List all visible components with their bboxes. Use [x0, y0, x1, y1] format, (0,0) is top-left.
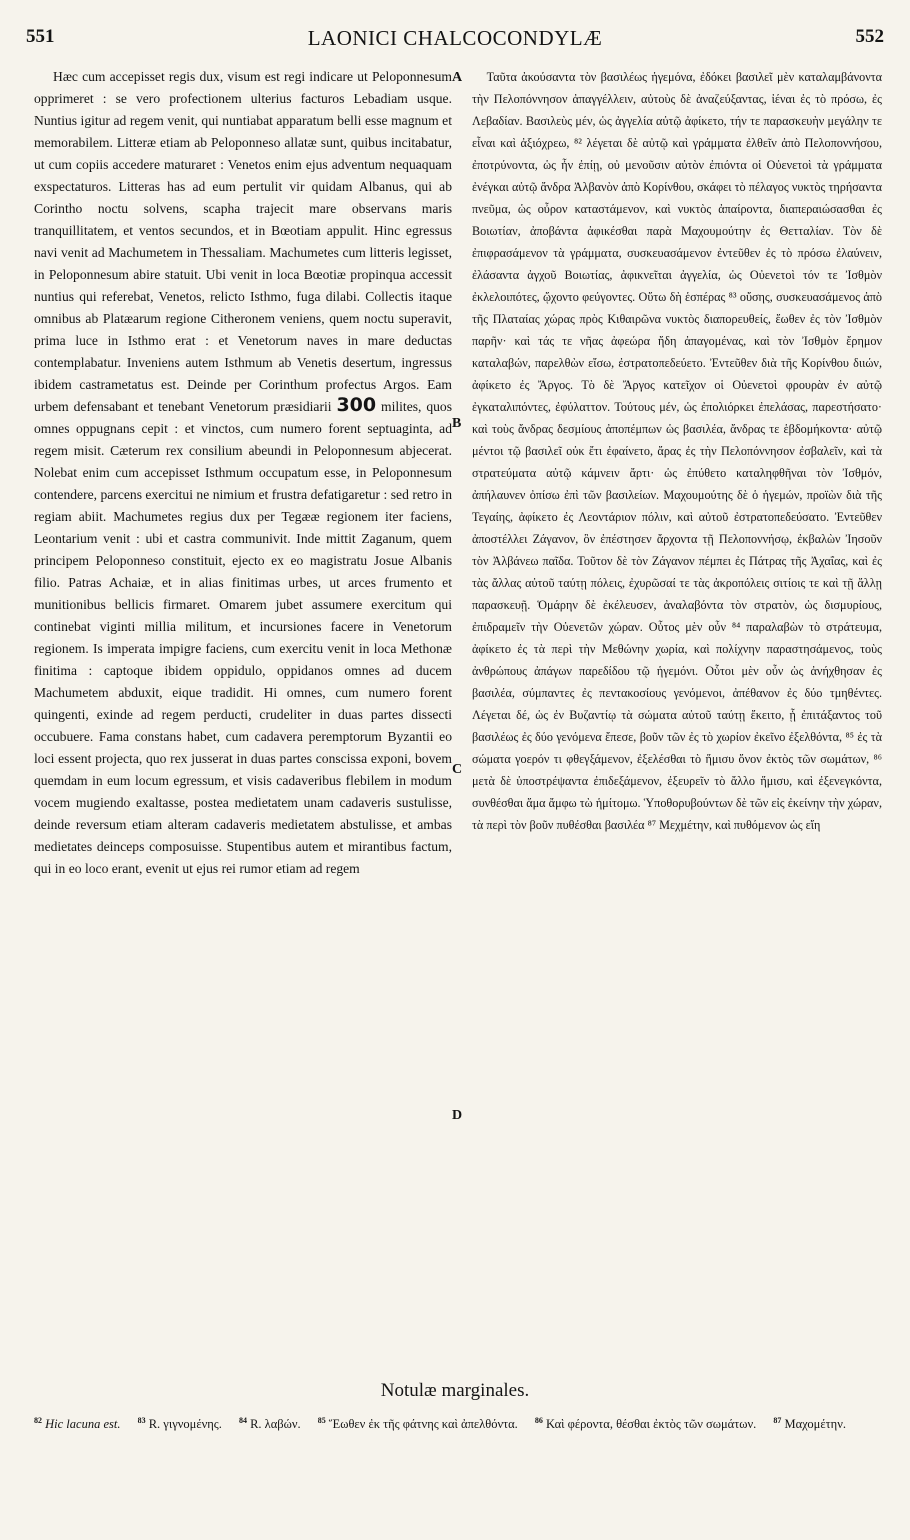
- note-item: [535, 1417, 756, 1431]
- note-item: [138, 1417, 222, 1431]
- latin-paragraph: [34, 66, 452, 880]
- note-number: 82: [34, 1416, 42, 1425]
- marginal-notes: [34, 1412, 882, 1433]
- note-text: Καὶ φέροντα, θέσθαι ἐκτὸς τῶν σωμάτων.: [546, 1417, 757, 1432]
- note-item: [773, 1417, 846, 1431]
- margin-marker-d: D: [452, 1108, 463, 1123]
- margin-marker-a: A: [452, 70, 463, 85]
- note-text: Μαχομέτην.: [784, 1417, 846, 1432]
- greek-column: [472, 66, 882, 1366]
- latin-bold-number: 300: [336, 394, 377, 416]
- note-number: 87: [773, 1416, 782, 1425]
- margin-marker-c: C: [452, 762, 463, 777]
- page-number-left: 551: [26, 26, 55, 47]
- page-header: [26, 26, 884, 56]
- note-number: 84: [238, 1416, 247, 1425]
- greek-paragraph: Ταῦτα ἀκούσαντα τὸν βασιλέως ἡγεμόνα, ἐδόκει βασιλεῖ μὲν καταλαμβάνοντα τὴν Πελοπόννησον ἀπαγγέλλειν, αὐτοὺς δὲ ἀναζεύξαντας, ἰέναι ἐς τὸ πρόσω, ἐς Λεβαδίαν. Βασιλεὺς μέν, ὡς ἀγγελία αὐτῷ ἀφίκετο, τήν τε παρασκευὴν μεγάλην τε εἶναι καὶ ἀξιόχρεω, ⁸² λέγεται δὲ αὐτῷ καὶ γράμματα ἐλθεῖν ἀπὸ Πελοποννήσου, ἐποτρύνοντα, ὡς ἦν ἐπίῃ, οὐ μενοῦσιν αὐτὸν ἐπιόντα οἱ Οὐενετοὶ τὰ γράμματα ἐνέγκαι αὐτῷ ἄνδρα Ἀλβανὸν ἀπὸ Κορίνθου, σκάφει τὸ πέλαγος νυκτὸς τηρήσαντα πνεῦμα, ὡς οὖρον καταστάμενον, καὶ νυκτὸς ἀπαίροντα, διαπεραιώσασθαι ἐς Βοιωτίαν, ἀποβάντα ἀφικέσθαι παρὰ Μαχουμούτην ἐς Θετταλίαν. Τὸν δὲ ἐπιφρασάμενον τὰ γράμματα, συσκευασάμενον ἐντεῦθεν ἐς τὸ πρόσω ἐλαύνειν, ἐλάσαντα ἀγχοῦ Βοιωτίας, ἀφικνεῖται ἀγγελία, ὡς Οὐενετοὶ τόν τε Ἰσθμὸν ἐκλελοιπότες, ᾤχοντο φεύγοντες. Οὕτω δὴ ἑσπέρας ⁸³ οὔσης, συσκευασάμενος ἀπὸ τῆς Πλαταίας χώρας πρὸς Κιθαιρῶνα νυκτὸς διαπορευθείς, ἕωθεν ἐς τὸν Ἰσθμὸν παρῆν· καὶ τάς τε νῆας ἀφεώρα ἤδη ἀπαγομένας, καὶ τὸν Ἰσθμὸν ἔρημον καταλαβών, παρελθὼν εἴσω, ἐστρατοπεδεύετο. Ἐντεῦθεν διὰ τῆς Κορίνθου διιών, ἀφίκετο ἐς Ἄργος. Τὸ δὲ Ἄργος κατεῖχον οἱ Οὐενετοὶ φρουρὰν ἐν αὐτῷ ἐγκαταλιπόντες, ἐφύλαττον. Τούτους μέν, ὡς ἐπολιόρκει ἐπελάσας, παρεστήσατο· καὶ τοὺς ἄνδρας δεσμίους ἀποπέμπων ὡς βασιλέα, ἄνδρας τε ἑβδομήκοντα· αὐτῷ μέντοι τῷ βασιλεῖ οὐκ ἔτι ἐφαίνετο, ἄρας ἐς τὴν Πελοπόννησον ἐσβαλεῖν, καὶ τὰ στρατεύματα αὐτῷ κάμνειν ἄρτι· ὡς ἐπύθετο καταληφθῆναι τὸν Ἰσθμόν, ἀπήλαυνεν ὀπίσω ἐπὶ τῶν βασιλείων. Μαχουμούτης δὲ ὁ ἡγεμών, προϊὼν διὰ τῆς Τεγαίης, ἀφίκετο ἐς Λεοντάριον πόλιν, καὶ αὐτοῦ ἐστρατοπεδεύσατο. Ἐντεῦθεν ἀποστέλλει Ζάγανον, ὃν ἐπέστησεν ἄρχοντα τῇ Πελοποννήσῳ, ἐκβαλὼν Ἰησοῦν τὸν Ἀλβάνεω παῖδα. Τοῦτον δὲ τὸν Ζάγανον πέμπει ἐς Πάτρας τῆς Ἀχαΐας, καὶ ἐς τὰς ἄλλας αὐτοῦ ταύτῃ πόλεις, ἐχυρῶσαί τε τὰς ἀκροπόλεις σιτίοις τε καὶ τῇ ἄλλῃ παρασκευῇ. Ὁμάρην δὲ ἐκέλευσεν, ἀναλαβόντα τὸν στρατὸν, ὡς δισμυρίους, ἐπιδραμεῖν τὴν Οὐενετῶν χώραν. Οὗτος μὲν οὖν ⁸⁴ παραλαβὼν τὸ στράτευμα, ἀφίκετο ἐς τὰ περὶ τὴν Μεθώνην χωρία, καὶ πολίχνην παραστησάμενος, τοὺς ἀνθρώπους ἀπάγων παρεδίδου τῷ ἡγεμόνι. Οὗτοι μὲν οὖν ὡς ἀνήχθησαν ἐς βασιλέα, σύμπαντες ἐς πεντακοσίους γενόμενοι, ἀπέθανον ἐς δύο τμηθέντες. Λέγεται δέ, ὡς ἐν Βυζαντίῳ τὰ σώματα αὐτοῦ ταύτῃ ἔκειτο, ᾗ ἐπιτάξαντος τοῦ βασιλέως ἐς δύο γενόμενα ἔπεσε, βοῦν τῶν ἐς τὸ χωρίον ἐκεῖνο ἐξελθόντα, ⁸⁵ ἐς τὰ σώματα γοερόν τι φθεγξάμενον, ἐξελέσθαι τὸ ἥμισυ ὅνον ἐκτὸς τῶν σωμάτων, ⁸⁶ μετὰ δὲ ὑποστρέψαντα ἐπιδεξάμενον, ἐξευρεῖν τὸ ἄλλο ἥμισυ, καὶ ἐξενεγκόντα, συνθέσθαι ἅμα ἄμφω τὼ ἡμίτομω. Ὑποθορυβούντων δὲ τῶν εἰς ἐκείνην τὴν χώραν, τὰ περὶ τὸν βοῦν πυθέσθαι βασιλέα ⁸⁷ Μεχμέτην, καὶ πυθόμενον ὡς εἴη: [472, 70, 882, 832]
- note-text: R. λαβών.: [250, 1417, 301, 1432]
- notes-title: Notulæ marginales.: [380, 1380, 530, 1401]
- note-number: 85: [317, 1416, 326, 1425]
- running-head: LAONICI CHALCOCONDYLÆ: [307, 26, 603, 50]
- latin-text-part1: Hæc cum accepisset regis dux, visum est regi indicare ut Peloponnesum opprimeret : se vero profectionem ulterius facturos Lebadiam usque. Nuntius igitur ad regem venit, qui nuntiabat apparatum belli esse magnum et memorabilem. Litteræ etiam ab Peloponneso allatæ sunt, quibus incitabatur, ut cum copiis accedere maturaret : Venetos enim ejus adventum nequaquam exspectaturos. Litteras has ad eum pertulit vir quidam Albanus, qui ab Corintho noctu solvens, scapha trajecit mare observans maris tranquillitatem, et ventos secundos, et in Bœotiam appulit. Hinc egressus navi venit ad Machumetem in Thessaliam. Machumetes cum litteris legisset, in Peloponnesum abire statuit. Ubi venit in loca Bœotiæ propinqua accessit nuntius qui referebat, Venetos, relicto Isthmo, fuga dilabi. Collectis itaque omnibus ab Platæarum regione Citheronem veniens, quem noctu superavit, prima luce in Isthmo erat : et Venetorum naves in mare deductas contemplabatur. Inveniens autem Isthmum ab Venetis desertum, ingressus ibidem castrametatus est. Deinde per Corinthum profectus Argos. Eam urbem defensabant et tenebant Venetorum præsidiarii: [34, 69, 452, 414]
- margin-marker-b: B: [452, 416, 462, 431]
- note-text: Hic lacuna est.: [45, 1417, 121, 1432]
- note-number: 83: [137, 1416, 146, 1425]
- note-text: R. γιγνομένης.: [148, 1417, 222, 1432]
- note-item: [239, 1417, 301, 1431]
- note-item: [34, 1417, 120, 1431]
- note-text: Ἕωθεν ἐκ τῆς φάτνης καὶ ἀπελθόντα.: [328, 1417, 518, 1432]
- latin-text-part2: milites, quos omnes oppugnans cepit : et vinctos, cum numero forent septuaginta, ad regem misit. Cæterum rex consilium abeundi in Peloponnesum abjecerat. Nolebat enim cum accepisset Isthmum occupatum esse, in Peloponnesum contendere, parcens exercitui ne nimium et frustra defatigaretur : sed retro in regiam abiit. Machumetes regius dux per Tegææ regionem iter faciens, Leontarium venit : ubi et castra communivit. Inde mittit Zaganum, quem principem Peloponneso constituit, ejecto ex eo magistratu Josue Albanis filio. Patras Achaiæ, et in alias finitimas urbes, ut arces frumento et munitionibus bellicis firmaret. Omarem jubet assumere exercitum qui continebat viginti millia militum, et incursiones facere in Venetorum regionem. Is imperata impigre faciens, cum exercitu venit in loca Methonæ finitima : captoque ibidem oppidulo, oppidanos omnes ad ducem Machumetem abduxit, eique tradidit. Hi omnes, cum numero forent quingenti, exinde ad regem perducti, crudeliter in duas partes dissecti occubuere. Fama constans habet, cum cadavera peremptorum Byzantii eo loci essent projecta, quo rex jusserat in duas partes conscissa exponi, bovem quemdam in eum locum egressum, et visis cadaveribus flebilem in modum vocem mugiendo exaltasse, postea medietatem unam cadaveris sustulisse, deinde reversum etiam alteram cadaveris medietatem abstulisse, et ambas medietates deinceps composuisse. Stupentibus autem et mirantibus factum, qui in eo loco erant, evenit ut ejus rei rumor etiam ad regem: [34, 399, 452, 876]
- note-item: [318, 1417, 518, 1431]
- latin-column: [34, 66, 452, 1366]
- page-number-right: 552: [855, 26, 884, 47]
- note-number: 86: [534, 1416, 543, 1425]
